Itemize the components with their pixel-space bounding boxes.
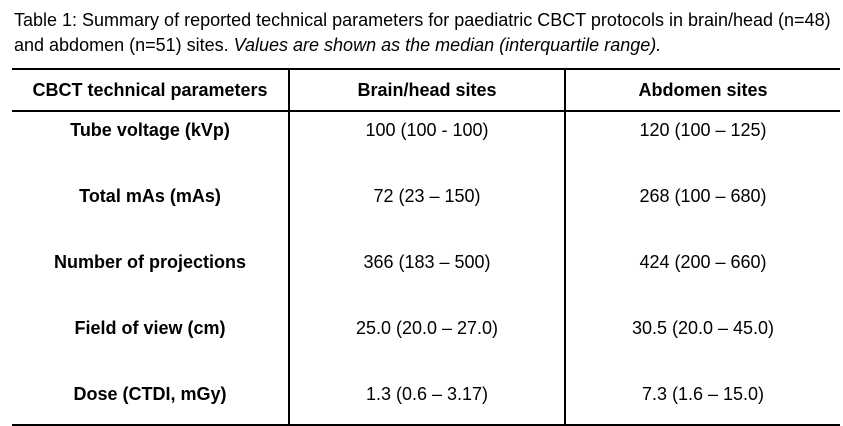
row-abdomen-value: 30.5 (20.0 – 45.0) (565, 310, 840, 376)
row-abdomen-value: 424 (200 – 660) (565, 244, 840, 310)
row-abdomen-value: 268 (100 – 680) (565, 178, 840, 244)
row-abdomen-value: 120 (100 – 125) (565, 111, 840, 178)
row-parameter: Number of projections (53, 252, 246, 272)
parameters-table (12, 68, 840, 426)
caption-note: Values are shown as the median (interquartile range). (233, 35, 662, 55)
row-abdomen-value: 7.3 (1.6 – 15.0) (565, 376, 840, 425)
row-brain-value: 1.3 (0.6 – 3.17) (289, 376, 565, 425)
table-row (12, 376, 840, 425)
row-parameter: Total mAs (mAs) (79, 186, 221, 206)
table-header (12, 69, 840, 111)
header-row (12, 69, 840, 111)
row-parameter: Field of view (cm) (74, 318, 226, 338)
header-brain-head: Brain/head sites (289, 69, 565, 111)
row-brain-value: 100 (100 - 100) (289, 111, 565, 178)
table-row (12, 178, 840, 244)
table-row (12, 310, 840, 376)
row-parameter: Tube voltage (kVp) (70, 120, 230, 140)
row-parameter: Dose (CTDI, mGy) (12, 376, 289, 425)
table-row (12, 244, 840, 310)
table-caption (14, 8, 836, 58)
row-brain-value: 366 (183 – 500) (289, 244, 565, 310)
row-brain-value: 25.0 (20.0 – 27.0) (289, 310, 565, 376)
header-parameter: CBCT technical parameters (12, 69, 289, 111)
caption-text: Table 1: Summary of reported technical parameters for paediatric CBCT protocols in brain/head (n=48) and abdomen (n=51) sites. (14, 10, 831, 55)
row-brain-value: 72 (23 – 150) (289, 178, 565, 244)
table-body (12, 111, 840, 425)
table-row (12, 111, 840, 178)
header-abdomen: Abdomen sites (565, 69, 840, 111)
